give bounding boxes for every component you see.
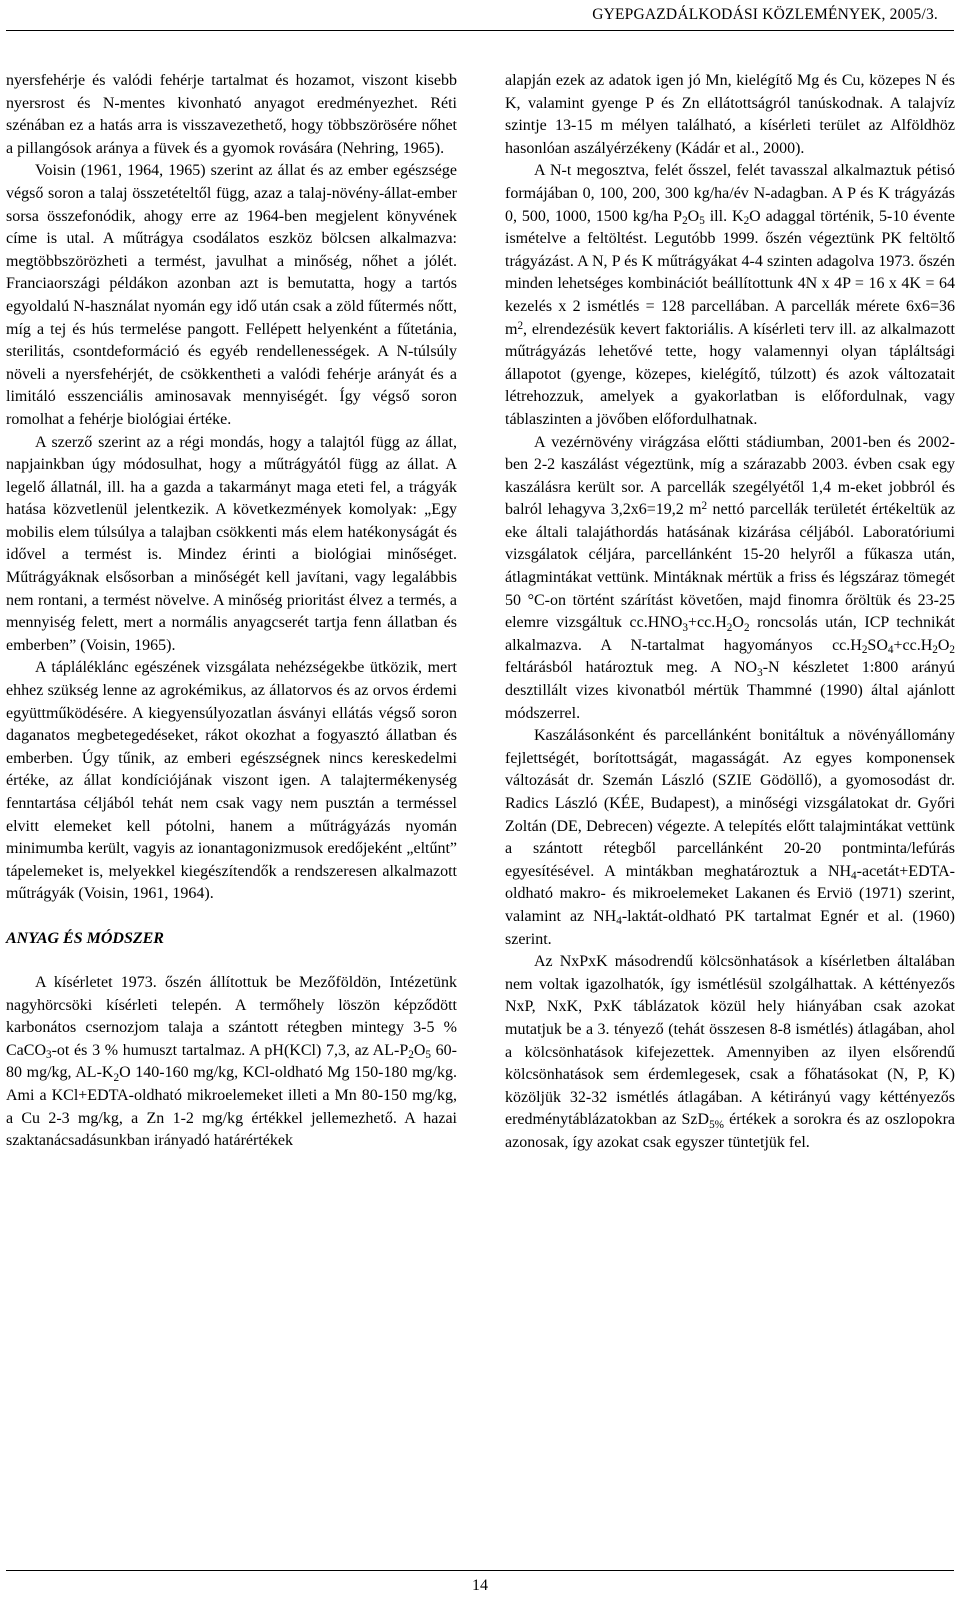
paragraph-fertilization: A N-t megosztva, felét ősszel, felét tavasszal alkalmaztuk pétisó formájában 0, 100, 200, 300 kg/ha/év N-adagban. A P és K trágyázás 0, 500, 1000, 1500 kg/ha $P_2O_5$ ill. $K_2O$ adaggal történik, 5-10 évente ismételve a feltöltést. Legutóbb 1999. őszén végeztünk PK feltöltő trágyázást. A N, P és K műtrágyákat 4-4 szinten adagolva 1973. őszén minden lehetséges kombinációt beállítottunk 4N x 4P = 16 x 4K = 64 kezelés x 2 ismétlés = 128 parcellában. A parcellák mérete 6x6=36 $m^2$, elrendezésük kevert faktoriális. A kísérleti terv ill. az alkalmazott műtrágyázás lehetővé tette, hogy valamennyi olyan tápláltsági állapotot (gyenge, közepes, kielégítő, túlzott) és azok változatait létrehozzuk, amelyek a gyakorlatban is előfordulnak, vagy táblaszinten a jövőben előfordulhatnak.	[505, 162, 955, 428]
paragraph-food-chain: A tápláléklánc egészének vizsgálata nehézségekbe ütközik, mert ehhez szükség lenne az agrokémikus, az állatorvos és az orvos érdemi együttműködésére. A kiegyensúlyozatlan ásványi ellátás végső soron daganatos megbetegedéseket, rákot okozhat a fogyasztó állatban és emberben. Úgy tűnik, az emberi egészségnek nincs kereskedelmi értéke, az állat kondíciójának viszont igen. A talajtermékenység fenntartása céljából tehát nem csak vagy nem pusztán a terméssel elvitt elemeket kell pótolni, hanem a műtrágyázás nyomán minimumba került, vagyis az ionantagonizmusok eredőjeként „eltűnt” tápelemeket is, melyekkel kiegészítendők a rendszeresen alkalmazott műtrágyák (Voisin, 1961, 1964).	[6, 659, 457, 903]
paragraph-experiment-setup: A kísérletet 1973. őszén állítottuk be Mezőföldön, Intézetünk nagyhörcsöki kísérleti telepén. A termőhely löszön képződött karbonátos csernozjom talaja a szántott rétegben mintegy 3-5 % CaCO$_3$-ot és 3 % humuszt tartalmaz. A pH(KCl) 7,3, az $AL-P_2O_5$ 60-80 mg/kg, $AL-K_2O$ 140-160 mg/kg, KCl-oldható Mg 150-180 mg/kg. Ami a KCl+EDTA-oldható mikroelemeket illeti a Mn 80-150 mg/kg, a Cu 2-3 mg/kg, a Zn 1-2 mg/kg értékkel jellemezhető. A hazai szaktanácsadásunkban irányadó határértékek	[6, 973, 458, 1150]
section-heading: ANYAG ÉS MÓDSZER	[6, 929, 164, 947]
footer-rule	[6, 1570, 954, 1571]
header-rule	[6, 30, 954, 31]
running-header: GYEPGAZDÁLKODÁSI KÖZLEMÉNYEK, 2005/3.	[592, 6, 938, 23]
page-number: 14	[472, 1577, 488, 1594]
paragraph-interactions: Az NxPxK másodrendű kölcsönhatások a kísérletben általában nem voltak igazolhatók, így ismétlésül szolgálhattak. A kéttényezős NxP, NxK, PxK táblázatok közül hely hiányában csak azokat mutatjuk be a 3. tényező (tehát összesen 8-8 ismétlés) átlagában, ahol a kölcsönhatások kifejezettek. Amennyiben az ilyen elsőrendű kölcsönhatások sem érdemlegesek, csak a főhatásokat (N, P, K) közöljük 32-32 ismétlés átlagában. A kétirányú vagy kéttényezős eredménytáblázatokban az SzD$_{5\%}$ értékek a sorokra és az oszlopokra azonosak, így azokat csak egyszer tüntetjük fel.	[505, 953, 955, 1151]
paragraph-sampling: A vezérnövény virágzása előtti stádiumban, 2001-ben és 2002-ben 2-2 kaszálást végeztünk, míg a szárazabb 2003. évben csak egy kaszálásra került sor. A parcellák szegélyétől 1,4 m-eket jobbról és balról lehagyva 3,2x6=19,2 $m^2$ nettó parcellák területét értékeltük az eke általi talajáthordás hatásának kizárása céljából. Laboratóriumi vizsgálatok céljára, parcellánként 15-20 helyről a fűkasza után, átlagmintákat vettünk. Mintáknak mértük a friss és légszáraz tömegét 50 °C-on történt szárítást követően, majd finomra őröltük és 23-25 elemre vizsgáltuk $cc.HNO_3+cc.H_2O_2$ roncsolás után, ICP technikát alkalmazva. A N-tartalmat hagyományos $cc.H_2SO_4+cc.H_2O_2$ feltárásból határoztuk meg. A $NO_3-N$ készletet 1:800 arányú desztillált vizes kivonatból mértük Thammné (1990) által ajánlott módszerrel.	[505, 433, 956, 722]
left-column	[6, 70, 457, 1153]
paragraph-soil-supply: alapján ezek az adatok igen jó Mn, kielégítő Mg és Cu, közepes N és K, valamint gyenge P és Zn ellátottságról tanúskodnak. A talajvíz szintje 13-15 m mélyen található, a kísérleti terület az Alföldhöz hasonlóan aszályérzékeny (Kádár et al., 2000).	[505, 72, 955, 157]
paragraph-continued: nyersfehérje és valódi fehérje tartalmat és hozamot, viszont kisebb nyersrost és N-mentes kivonható anyagot eredményezhet. Réti szénában ez a hatás arra is visszavezethető, hogy többszörösére nőhet a pillangósok aránya a füvek és a gyomok rovására (Nehring, 1965).	[6, 72, 457, 157]
paragraph-evaluation: Kaszálásonként és parcellánként bonitáltuk a növényállomány fejlettségét, borítottságát, magasságát. Az egyes komponensek változását dr. Szemán László (SZIE Gödöllő), a gyomosodást dr. Radics László (KÉE, Budapest), a minőségi vizsgálatokat dr. Győri Zoltán (DE, Debrecen) végezte. A telepítés előtt talajmintákat vettünk a szántott rétegből parcellánként 20-20 pontminta/lefúrás egyesítésével. A mintákban meghatároztuk a $NH_4-acetát+EDTA$-oldható makro- és mikroelemeket Lakanen és Erviö (1971) szerint, valamint az $NH_4-laktát$-oldható PK tartalmat Egnér et al. (1960) szerint.	[505, 727, 956, 948]
paragraph-voisin: Voisin (1961, 1964, 1965) szerint az állat és az ember egészsége végső soron a talaj összetételtől függ, azaz a talaj-növény-állat-ember sorsa összefonódik, ahogy erre az 1964-ben megjelent könyvének címe is utal. A műtrágya csodálatos eszköz bölcsen alkalmazva: megtöbbszörözheti a termést, javulhat a minőség, nőhet a jólét. Franciaországi példákon azonban azt is bemutatta, hogy a tartós egyoldalú N-használat nyomán egy idő után csak a zöld fűtermés nőtt, míg a tej és hús termelése pangott. Fellépett helyenként a fűtetánia, sterilitás, csontdeformáció és egyéb rendellenességek. A N-túlsúly növeli a nyersfehérjét, de csökkentheti a valódi fehérje arányát és a limitáló esszenciális aminosavak mennyiségét. Így végső soron romolhat a fehérje biológiai értéke.	[6, 162, 457, 428]
right-column	[505, 70, 955, 1155]
paragraph-author-quote: A szerző szerint az a régi mondás, hogy a talajtól függ az állat, napjainkban úgy módosulhat, hogy a műtrágyától függ az állat. A legelő állatnál, ill. ha a gazda a takarmányt maga eteti fel, a trágyák hatása közvetlenül jelentkezik. A következmények komolyak: „Egy mobilis elem túlsúlya a talajban csökkenti más elem hatékonyságát és idővel a termést is. Mindez érinti a biológiai minőséget. Műtrágyáknak elsősorban a minőségét kell javítani, vagy legalábbis nem rontani, a termést növelve. A minőség prioritást élvez a termés, a mennyiség felett, mert a normális anyagcserét tartja fenn állatban és emberben” (Voisin, 1965).	[6, 433, 457, 654]
